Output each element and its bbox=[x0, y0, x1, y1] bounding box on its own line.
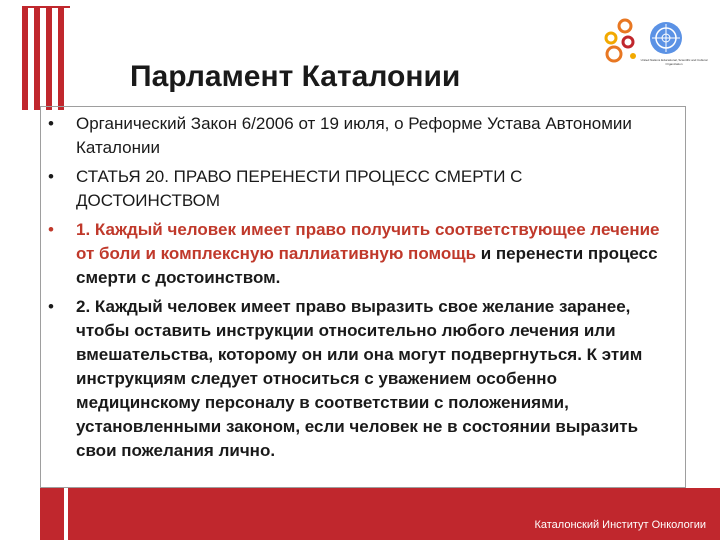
bullet-text: 2. Каждый человек имеет право выразить свое желание заранее, чтобы оставить инструкции относительно любого лечения или вмешательства, которому он или она могут подвергнуться. К этим инструкциям следует относиться с уважением особенно медицинскому персоналу в соответствии с положениями, установленными законом, если человек не в состоянии выразить свои пожелания лично. bbox=[76, 297, 643, 460]
un-logo-icon bbox=[648, 20, 684, 56]
bullet-text: Органический Закон 6/2006 от 19 июля, о Реформе Устава Автономии Каталонии bbox=[76, 114, 632, 157]
list-item bbox=[44, 295, 664, 463]
footer-institute-name: Каталонский Институт Онкологии bbox=[534, 519, 706, 531]
list-item bbox=[44, 112, 664, 160]
bullet-icon: • bbox=[48, 220, 54, 239]
un-caption: United Nations Educational, Scientific and Cultural Organization bbox=[640, 58, 708, 66]
bullet-text-start: 1. Каждый человек имеет право получить bbox=[76, 220, 435, 239]
bullet-icon: • bbox=[48, 167, 54, 186]
catalonia-flag-emblem-icon bbox=[22, 6, 70, 110]
bullet-text-end: и перенести процесс смерти с достоинством. bbox=[76, 244, 658, 287]
footer-bar bbox=[40, 488, 720, 540]
list-item bbox=[44, 165, 664, 213]
bullet-icon: • bbox=[48, 114, 54, 133]
ico-circles-logo-icon bbox=[600, 18, 642, 64]
footer-stripe bbox=[64, 488, 68, 540]
bullet-list bbox=[44, 112, 664, 468]
page-title: Парламент Каталонии bbox=[130, 60, 461, 93]
bullet-icon: • bbox=[48, 297, 54, 316]
bullet-text: СТАТЬЯ 20. ПРАВО ПЕРЕНЕСТИ ПРОЦЕСС СМЕРТИ С ДОСТОИНСТВОМ bbox=[76, 167, 523, 210]
list-item bbox=[44, 218, 664, 290]
bullet-text-highlight: соответствующее лечение от боли и комплексную паллиативную помощь bbox=[76, 220, 660, 263]
